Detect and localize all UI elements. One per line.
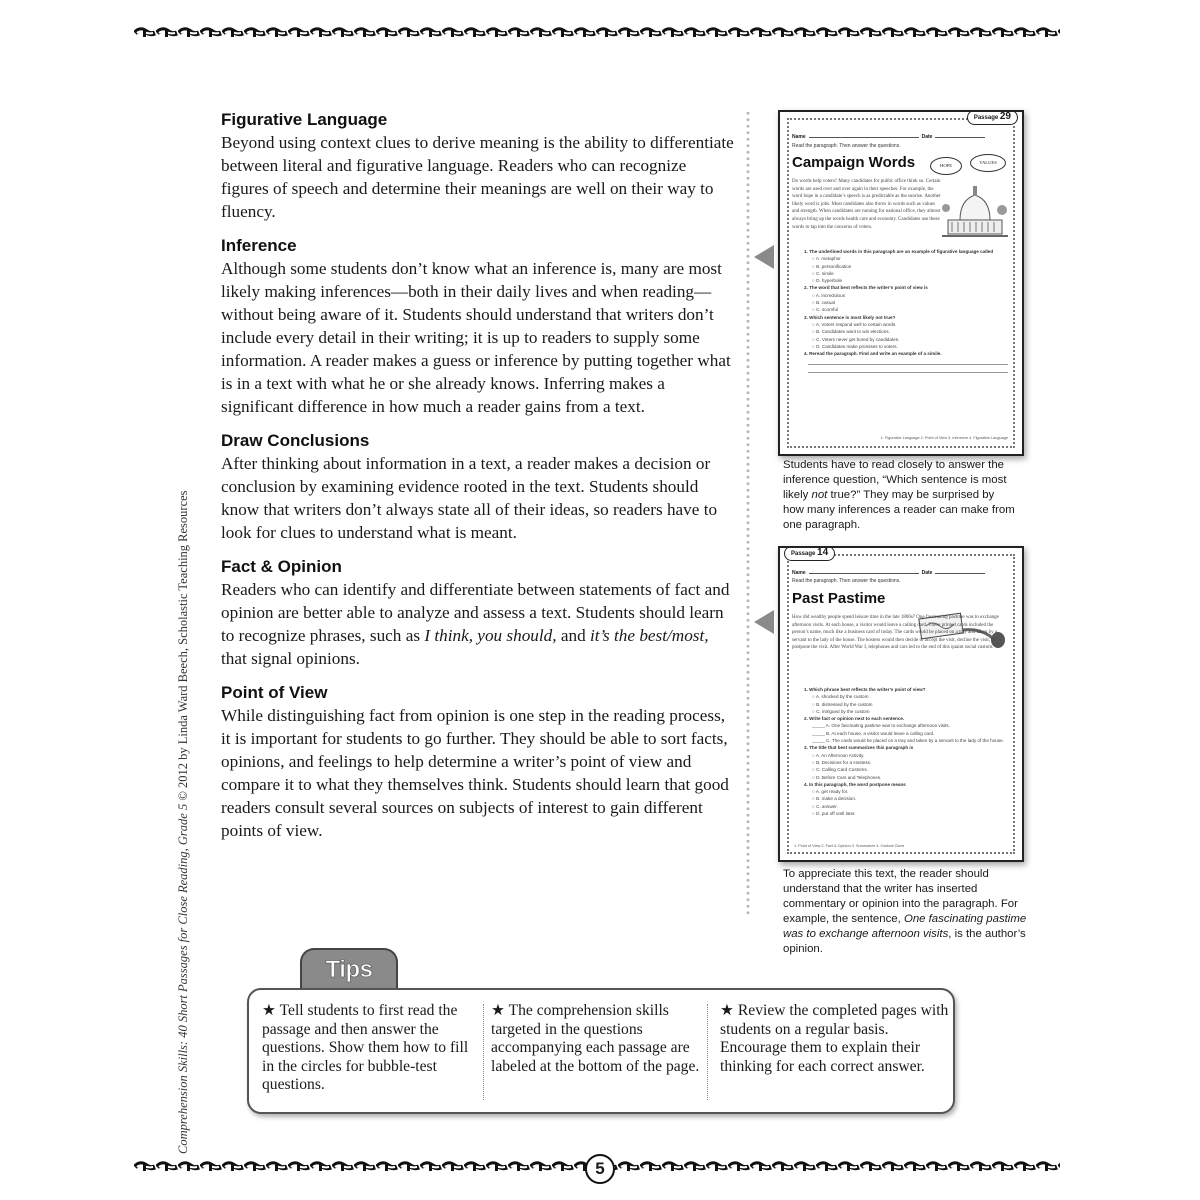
option: ○ B. casual <box>812 300 835 306</box>
tip-divider <box>707 1004 708 1100</box>
italic-phrase: One fascinating pastime was to exchange afternoon visits <box>783 913 1027 940</box>
question <box>804 284 1008 313</box>
passage-thumbnail-campaign-words <box>778 110 1024 456</box>
star-icon: ★ <box>491 1002 505 1019</box>
section-body: Beyond using context clues to derive meaning is the ability to differentiate between literal and figurative language. Readers who can recognize figures of speech and determine their meanings are well on their way to fluency. <box>221 133 734 221</box>
passage-body: How did wealthy people spend leisure time in the late 1800s? One fascinating pastime was to exchange afternoon visits. At each house, a visitor would leave a calling card. These printed cards included the person’s name, much like a business card of today. The cards would be placed on a tray and taken by a servant to the lady of the house. The hostess would then decide to accept the visit, decline the visit, or postpone the visit. After World War I, telephones and cars led to the end of this quaint social custom. <box>792 615 999 651</box>
tip-text: Review the completed pages with students on a regular basis. Encourage them to explain their thinking for each correct answer. <box>720 1002 949 1075</box>
question-text: 4. In this paragraph, the word postpone means <box>804 781 906 787</box>
passage-label: Passage <box>973 115 999 121</box>
option: ○ C. Voters never get bored by candidates. <box>812 336 900 342</box>
pointer-triangle-icon <box>754 245 774 269</box>
tip-divider <box>483 1004 484 1100</box>
option: ○ C. simile <box>812 270 834 276</box>
question <box>804 686 1008 715</box>
section-draw-conclusions <box>221 429 736 544</box>
name-label: Name <box>792 570 806 576</box>
option: ○ B. Candidates want to win elections. <box>812 329 890 335</box>
question-text: 1. Which phrase best reflects the writer’s point of view? <box>804 687 926 692</box>
chain-border-graphic <box>134 26 1060 40</box>
option: ○ B. Decisions for a Hostess. <box>812 759 872 765</box>
name-label: Name <box>792 134 806 140</box>
section-body <box>221 578 736 670</box>
option: ○ D. Candidates make promises to voters. <box>812 343 898 349</box>
section-heading: Inference <box>221 236 297 255</box>
name-date-line <box>792 568 1008 576</box>
section-body: Although some students don’t know what an inference is, many are most likely making inferences—both in their daily lives and when reading—without being aware of it. Students should understand that writers don’t include every detail in their writing; it is up to readers to supply some information. A reader makes a guess or inference by putting together what is in a text with what he or she already knows. Inferring makes a significant difference in how much a reader gains from a text. <box>221 259 731 416</box>
passage-number: 14 <box>817 547 829 558</box>
tips-tab <box>300 948 398 992</box>
italic-phrase: it’s the best/most, <box>589 626 709 645</box>
copyright-text: © 2012 by Linda Ward Beech, Scholastic Teaching Resources <box>176 490 190 804</box>
caption-fact-opinion: To appreciate this text, the reader should understand that the writer has inserted commentary or opinion into the paragraph. For example, the sentence, One fascinating pastime was to exchange afternoon visits, is the author’s opinion. <box>783 868 1027 955</box>
caption-inference: Students have to read closely to answer the inference question, “Which sentence is most likely not true?” They may be surprised by how many inferences a reader can make from one paragraph. <box>783 459 1015 531</box>
question <box>804 248 1008 284</box>
passage-tag <box>967 110 1018 125</box>
option: _____ A. One fascinating pastime was to exchange afternoon visits. <box>812 723 950 729</box>
passage-number: 29 <box>999 111 1011 122</box>
section-inference <box>221 234 736 418</box>
option: ○ A. incredulous <box>812 292 845 298</box>
option: ○ C. answer. <box>812 803 838 809</box>
tip-text: The comprehension skills targeted in the questions accompanying each passage are labeled at the bottom of the page. <box>491 1002 700 1075</box>
questions-list <box>804 248 1008 373</box>
tip-text: Tell students to first read the passage and then answer the questions. Show them how to fill in the circles for bubble-test questions. <box>262 1002 469 1094</box>
option: _____ B. At each house, a visitor would leave a calling card. <box>812 730 935 736</box>
passage-title: Past Pastime <box>792 590 886 607</box>
body-text: Readers who can identify and differentiate between statements of fact and opinion are better able to analyze and assess a text. Students should learn to recognize phrases, such as <box>221 580 730 645</box>
question <box>804 744 1008 780</box>
option: ○ C. intrigued by the custom <box>812 708 870 714</box>
section-heading: Fact & Opinion <box>221 557 342 576</box>
question-text: 2. Write fact or opinion next to each sentence. <box>804 716 905 722</box>
passage-body: Do words help voters? Many candidates for public office think so. Certain words are used over and over again in their speeches. For example, the word hope in a candidate’s speech is as predictable as the sunrise. Another likely word is jobs. Most candidates also throw in words such as values and strength. When candidates are running for national office, they almost always bring up the words health care and economy. Candidates use these words to tap into the concerns of voters. <box>792 179 941 230</box>
question <box>804 781 1008 817</box>
tip-item <box>262 1002 482 1095</box>
instructions: Read the paragraph. Then answer the questions. <box>792 143 901 149</box>
skills-label: 1. Figurative Language 2. Point of View 3. Inference 4. Figurative Language <box>880 436 1008 440</box>
date-label: Date <box>921 134 933 140</box>
option: ○ A. An Afternoon Activity. <box>812 752 865 758</box>
section-heading: Point of View <box>221 683 328 702</box>
question-text: 4. Reread the paragraph. Find and write an example of a simile. <box>804 351 942 357</box>
option: ○ C. Calling Card Customs. <box>812 767 868 773</box>
star-icon: ★ <box>262 1002 276 1019</box>
page-number: 5 <box>585 1154 615 1184</box>
side-copyright-credit <box>176 490 191 1154</box>
tips-box <box>247 988 955 1114</box>
option: ○ A. get ready for. <box>812 789 849 795</box>
answer-line <box>808 357 1008 365</box>
star-icon: ★ <box>720 1002 734 1019</box>
date-label: Date <box>921 570 933 576</box>
question <box>804 715 1008 744</box>
body-text: that signal opinions. <box>221 649 360 668</box>
skills-label: 1. Point of View 2. Fact & Opinion 3. Summarize 4. Context Clues <box>794 844 905 848</box>
passage-thumbnail-past-pastime <box>778 546 1024 862</box>
questions-list <box>804 686 1008 817</box>
pointer-triangle-icon <box>754 610 774 634</box>
option: ○ B. make a decision. <box>812 796 857 802</box>
option: ○ A. metaphor <box>812 256 841 262</box>
section-heading: Figurative Language <box>221 110 388 129</box>
question-text: 1. The underlined words in this paragraph are an example of figurative language called <box>804 249 994 254</box>
speech-bubble: VALUES <box>970 154 1006 172</box>
tip-item <box>491 1002 703 1076</box>
question-text: 3. Which sentence is most likely not true? <box>804 314 896 320</box>
option: ○ A. Voters respond well to certain words. <box>812 321 897 327</box>
option: ○ B. personification <box>812 263 852 269</box>
name-date-line <box>792 132 1008 140</box>
option: _____ C. The cards would be placed on a tray and taken by a servant to the lady of the house. <box>812 738 1004 744</box>
tips-label: Tips <box>325 956 373 983</box>
option: ○ D. put off until later. <box>812 811 856 817</box>
tip-item <box>720 1002 950 1076</box>
section-point-of-view <box>221 681 736 842</box>
answer-line <box>808 365 1008 373</box>
option: ○ C. scornful <box>812 307 839 313</box>
main-content <box>221 108 736 853</box>
section-figurative-language <box>221 108 736 223</box>
option: ○ B. distressed by the custom <box>812 701 873 707</box>
option: ○ D. Before Cars and Telephones. <box>812 774 882 780</box>
passage-tag <box>784 546 835 561</box>
instructions: Read the paragraph. Then answer the questions. <box>792 578 901 584</box>
section-heading: Draw Conclusions <box>221 431 370 450</box>
question <box>804 350 1008 373</box>
passage-title: Campaign Words <box>792 154 916 171</box>
question-text: 3. The title that best summarizes this paragraph is <box>804 745 914 751</box>
option: ○ D. hyperbole <box>812 278 843 284</box>
italic-word: not <box>811 489 828 501</box>
section-body: While distinguishing fact from opinion is one step in the reading process, it is important for students to go further. They should be able to sort facts, opinions, and feelings to help determine a writer’s point of view and compare it to what they themselves think. Students should learn that good readers consult several sources on subjects of interest to gain different points of view. <box>221 706 729 840</box>
question-text: 2. The word that best reflects the writer’s point of view is <box>804 285 928 291</box>
capitol-building-illustration <box>940 180 1010 242</box>
option: ○ A. shocked by the custom <box>812 694 869 700</box>
section-fact-opinion <box>221 555 736 670</box>
section-body: After thinking about information in a text, a reader makes a decision or conclusion by examining evidence rooted in the text. Students should know that writers don’t always state all of their ideas, so readers have to look for clues to understand what is meant. <box>221 454 718 542</box>
italic-phrase: I think, you should, <box>424 626 557 645</box>
passage-label: Passage <box>791 551 816 557</box>
speech-bubble: HOPE <box>930 157 962 175</box>
body-text: and <box>556 626 590 645</box>
book-title: Comprehension Skills: 40 Short Passages for Close Reading, Grade 5 <box>176 803 190 1154</box>
dotted-divider <box>746 110 750 915</box>
top-chain-border <box>134 26 1060 40</box>
question <box>804 314 1008 350</box>
